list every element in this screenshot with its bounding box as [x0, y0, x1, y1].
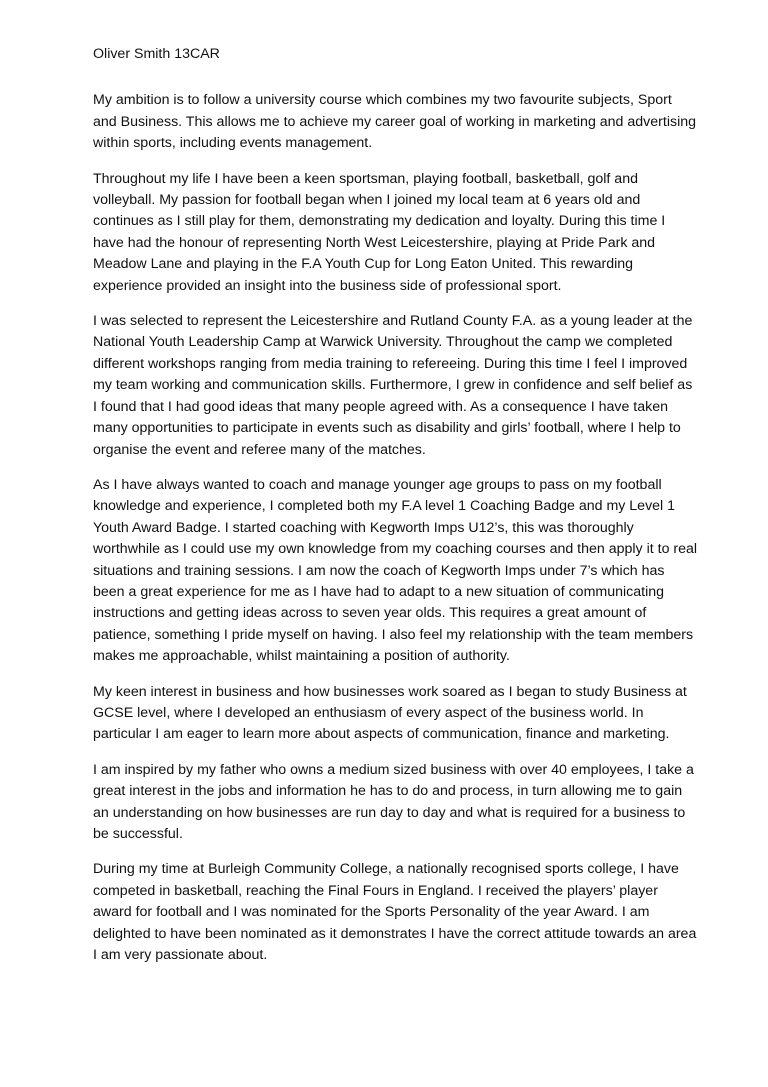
paragraph-ambition: My ambition is to follow a university course which combines my two favourite subjects, Sport and Business. This allows me to achieve my career goal of working in marketing and advertising within sports, including events management.: [93, 92, 697, 152]
paragraph-business-interest: My keen interest in business and how businesses work soared as I began to study Business at GCSE level, where I developed an enthusiasm of every aspect of the business world. In particular I am eager to learn more about aspects of communication, finance and marketing.: [93, 683, 687, 743]
paragraph-coaching: As I have always wanted to coach and manage younger age groups to pass on my football knowledge and experience, I completed both my F.A level 1 Coaching Badge and my Level 1 Youth Award Badge. I started coaching with Kegworth Imps U12’s, this was thoroughly worthwhile as I could use my own knowledge from my coaching courses and then apply it to real situations and training sessions. I am now the coach of Kegworth Imps under 7’s which has been a great experience for me as I have had to adapt to a new situation of communicating instructions and getting ideas across to seven year olds. This requires a great amount of patience, something I pride myself on having. I also feel my relationship with the team members makes me approachable, whilst maintaining a position of authority.: [93, 476, 698, 665]
paragraph-college: During my time at Burleigh Community College, a nationally recognised sports college, I have competed in basketball, reaching the Final Fours in England. I received the players’ player award for football and I was nominated for the Sports Personality of the year Award. I am delighted to have been nominated as it demonstrates I have the correct attitude towards an area I am very passionate about.: [93, 861, 697, 964]
paragraph-leadership-camp: I was selected to represent the Leicestershire and Rutland County F.A. as a young leader at the National Youth Leadership Camp at Warwick University. Throughout the camp we completed different workshops ranging from media training to refereeing. During this time I feel I improved my team working and communication skills. Furthermore, I grew in confidence and self belief as I found that I had good ideas that many people agreed with. As a consequence I have taken many opportunities to participate in events such as disability and girls’ football, where I help to organise the event and referee many of the matches.: [93, 313, 693, 458]
paragraph-sportsman: Throughout my life I have been a keen sportsman, playing football, basketball, golf and volleyball. My passion for football began when I joined my local team at 6 years old and continues as I still play for them, demonstrating my dedication and loyalty. During this time I have had the honour of representing North West Leicestershire, playing at Pride Park and Meadow Lane and playing in the F.A Youth Cup for Long Eaton United. This rewarding experience provided an insight into the business side of professional sport.: [93, 170, 666, 294]
author-line: Oliver Smith 13CAR: [93, 46, 220, 62]
paragraph-father-inspiration: I am inspired by my father who owns a medium sized business with over 40 employees, I take a great interest in the jobs and information he has to do and process, in turn allowing me to gain an understanding on how businesses are run day to day and what is required for a business to be successful.: [93, 761, 694, 842]
